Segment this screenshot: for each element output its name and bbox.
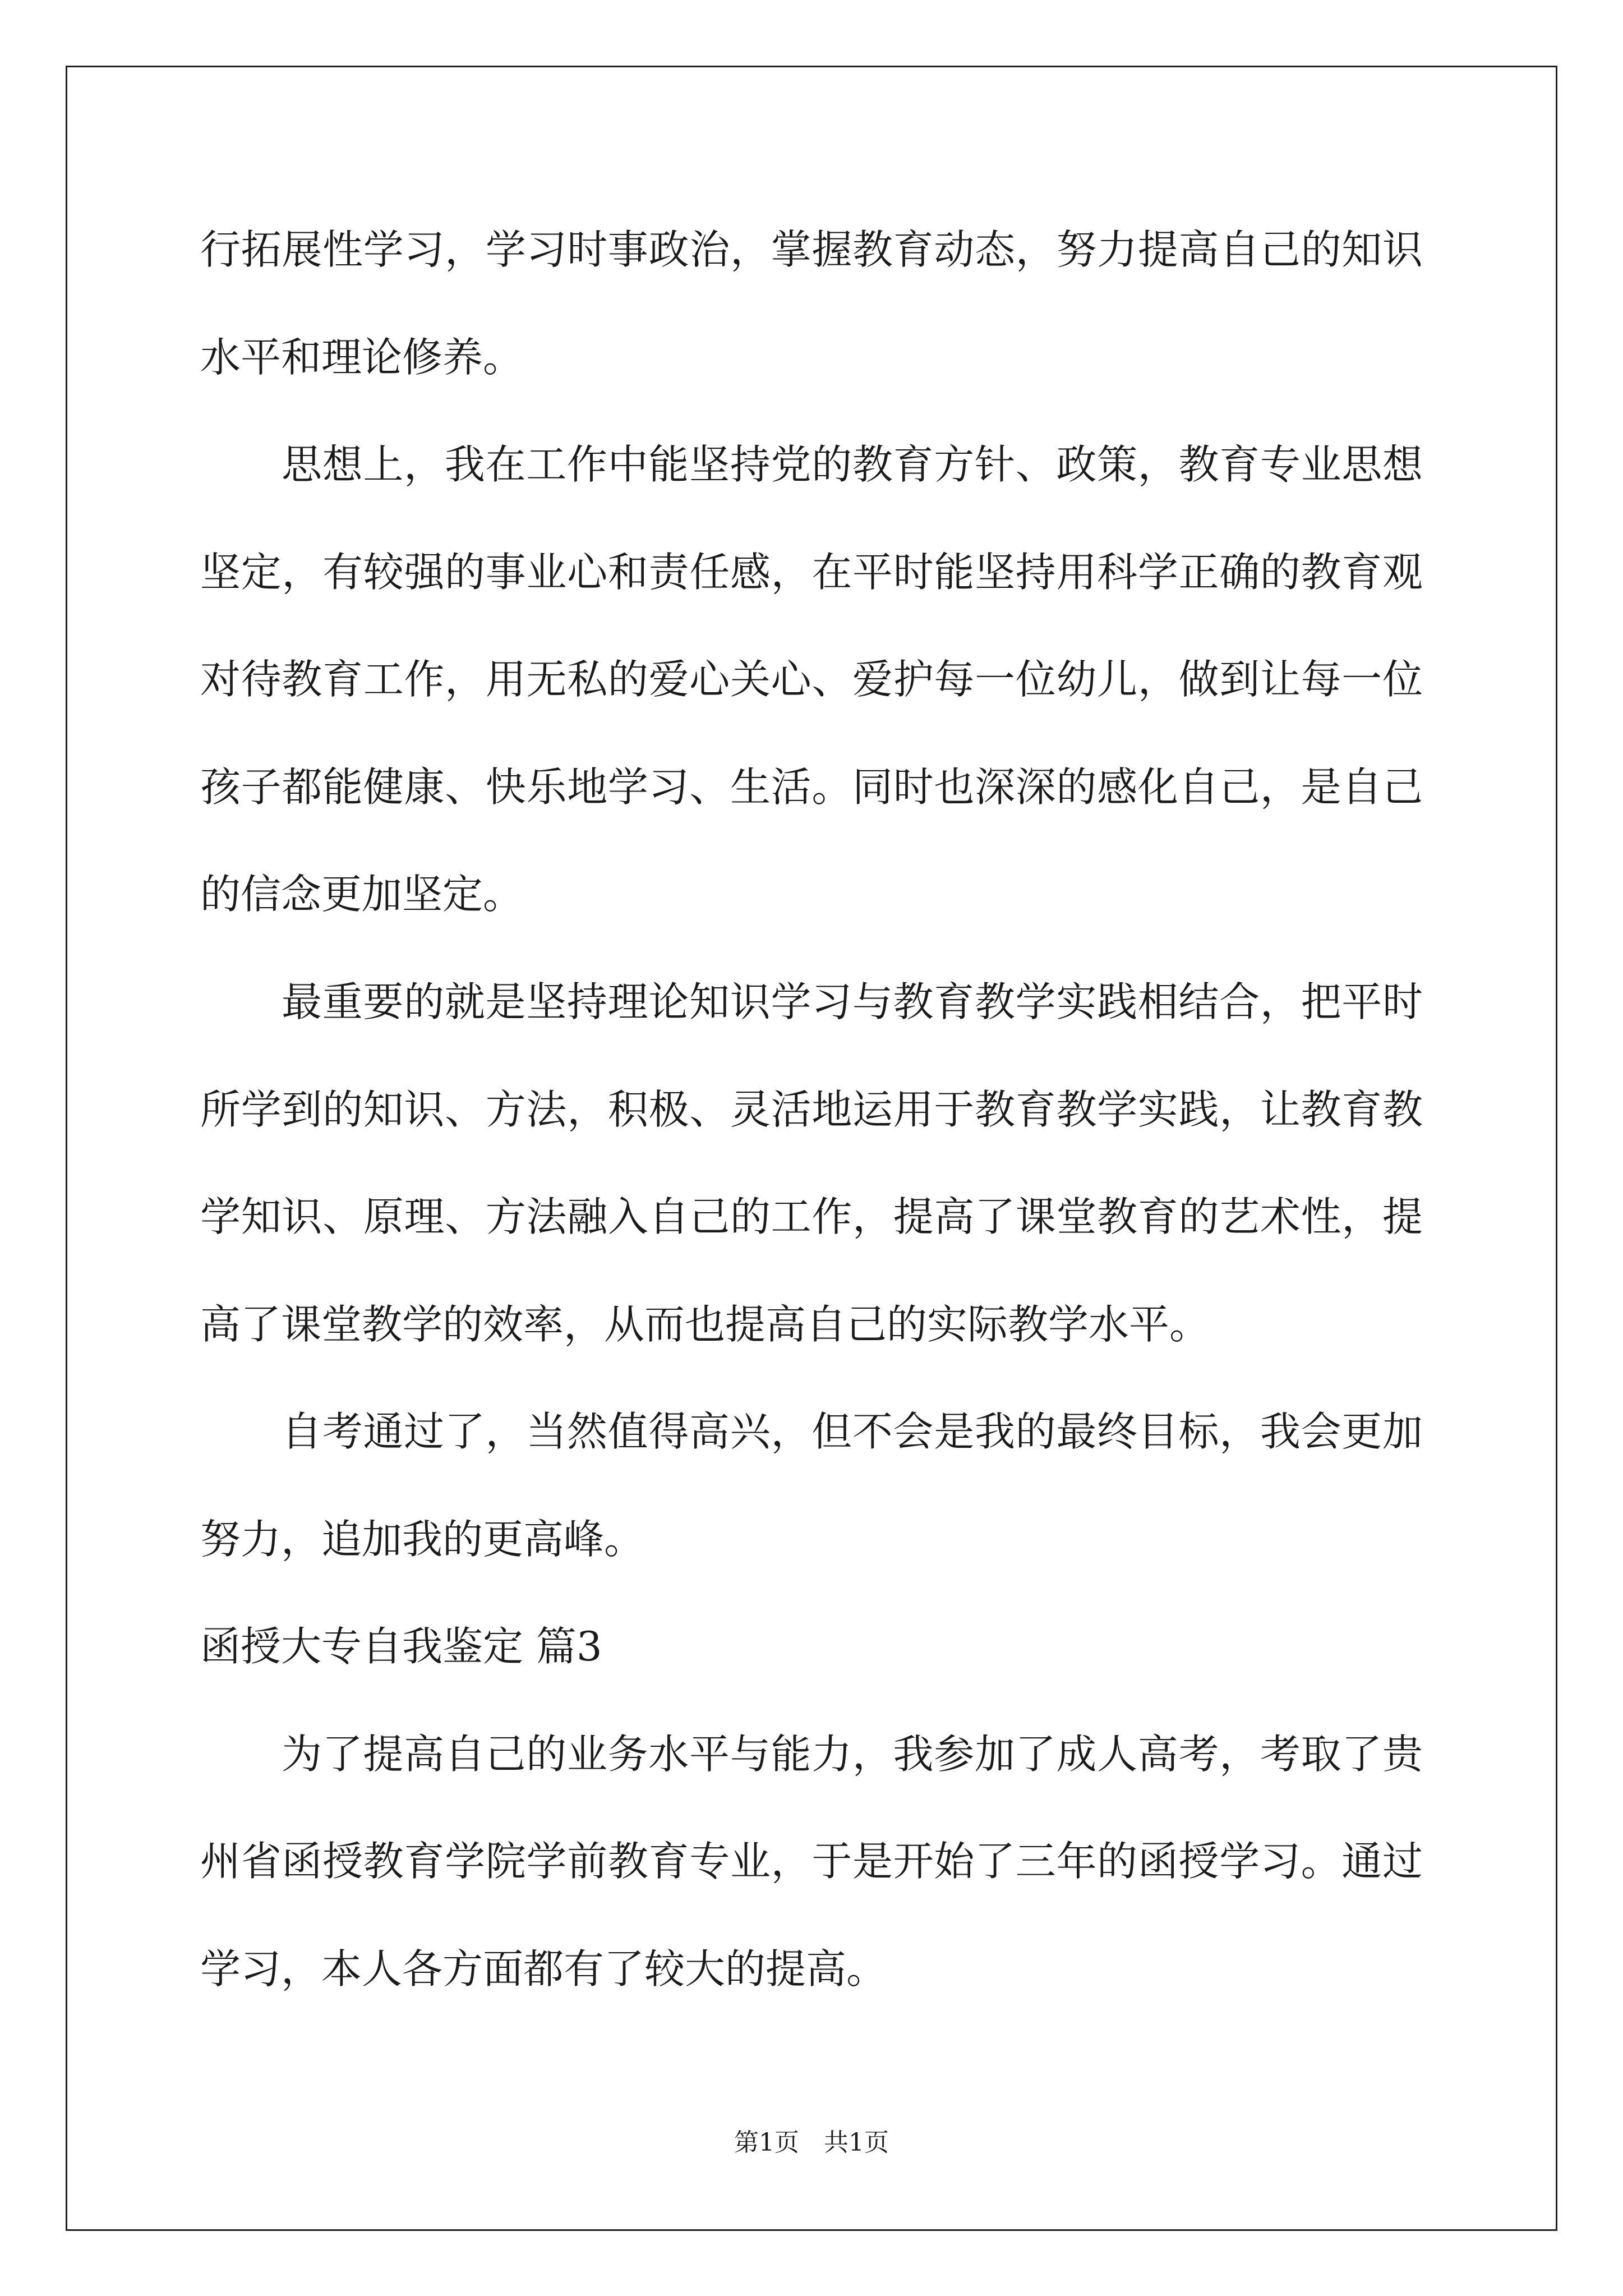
paragraph-line: 学习，本人各方面都有了较大的提高。 <box>200 1945 887 1993</box>
paragraph-line: 州省函授教育学院学前教育专业，于是开始了三年的函授学习。通过 <box>200 1838 1423 1885</box>
page-footer: 第1页 共1页 <box>734 2128 889 2157</box>
paragraph-line: 所学到的知识、方法，积极、灵活地运用于教育教学实践，让教育教 <box>200 1086 1423 1133</box>
section-heading: 函授大专自我鉴定 篇3 <box>200 1623 602 1670</box>
paragraph-line: 坚定，有较强的事业心和责任感，在平时能坚持用科学正确的教育观 <box>200 549 1423 596</box>
paragraph-line: 水平和理论修养。 <box>200 334 524 381</box>
paragraph-line: 思想上，我在工作中能坚持党的教育方针、政策，教育专业思想 <box>282 441 1423 488</box>
paragraph-line: 自考通过了，当然值得高兴，但不会是我的最终目标，我会更加 <box>282 1408 1423 1455</box>
paragraph-line: 最重要的就是坚持理论知识学习与教育教学实践相结合，把平时 <box>282 978 1423 1025</box>
paragraph-line: 为了提高自己的业务水平与能力，我参加了成人高考，考取了贵 <box>282 1731 1423 1778</box>
paragraph-line: 的信念更加坚定。 <box>200 871 524 918</box>
paragraph-line: 高了课堂教学的效率，从而也提高自己的实际教学水平。 <box>200 1301 1210 1348</box>
paragraph-line: 努力，追加我的更高峰。 <box>200 1516 645 1563</box>
paragraph-line: 孩子都能健康、快乐地学习、生活。同时也深深的感化自己，是自己 <box>200 763 1423 811</box>
paragraph-line: 对待教育工作，用无私的爱心关心、爱护每一位幼儿，做到让每一位 <box>200 656 1423 703</box>
paragraph-line: 行拓展性学习，学习时事政治，掌握教育动态，努力提高自己的知识 <box>200 226 1423 273</box>
paragraph-line: 学知识、原理、方法融入自己的工作，提高了课堂教育的艺术性，提 <box>200 1193 1423 1240</box>
page-border <box>66 66 1557 2231</box>
